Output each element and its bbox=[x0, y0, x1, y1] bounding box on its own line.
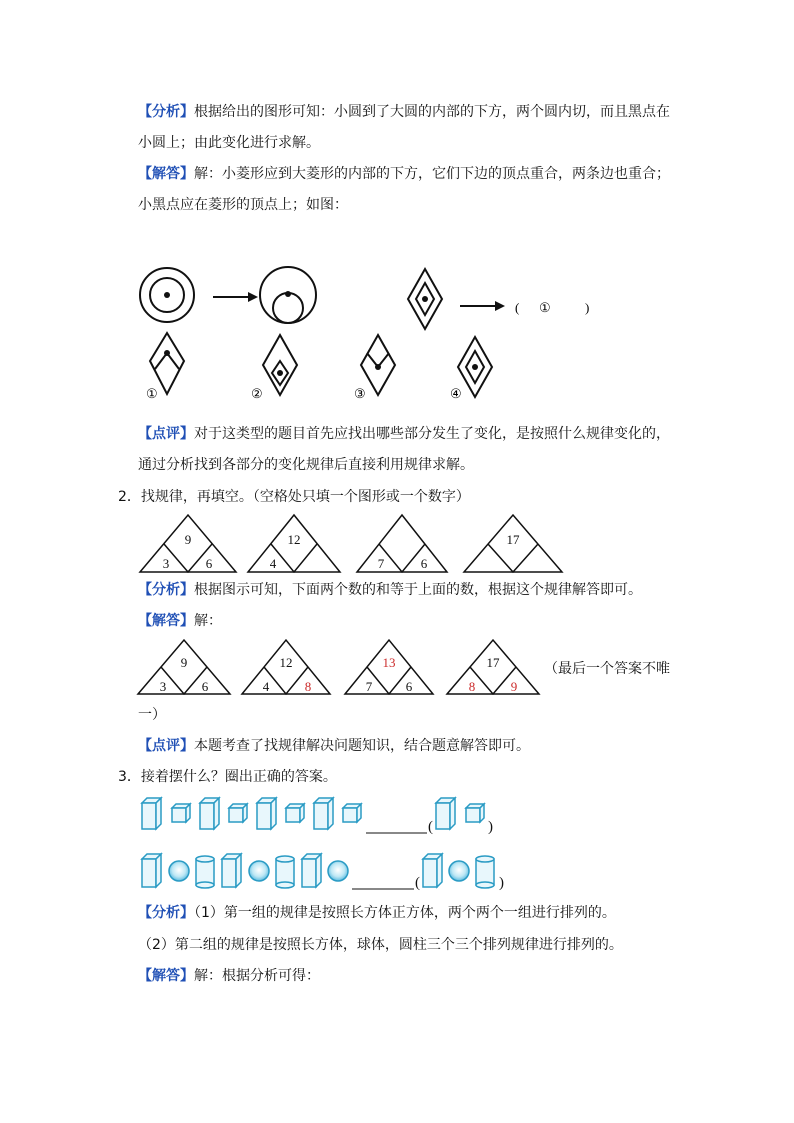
answer-tag: 【解答】 bbox=[138, 166, 194, 182]
triangle-3 bbox=[357, 515, 447, 572]
triangle-left-number: 4 bbox=[269, 556, 277, 571]
analysis-tag: 【分析】 bbox=[138, 582, 194, 598]
triangle-right-number: 6 bbox=[420, 556, 428, 571]
dot bbox=[285, 291, 291, 297]
comment-tag: 【点评】 bbox=[138, 426, 194, 442]
cuboid-icon bbox=[423, 854, 442, 887]
analysis-3-line-2: （2）第二组的规律是按照长方体，球体，圆柱三个三个排列规律进行排列的。 bbox=[138, 937, 623, 953]
comment-1-line-2: 通过分析找到各部分的变化规律后直接利用规律求解。 bbox=[138, 457, 474, 473]
triangle-answer-number: 13 bbox=[382, 655, 396, 670]
answer-2-triangles bbox=[136, 637, 541, 697]
analysis-3-line-1: 【分析】（1）第一组的规律是按照长方体正方体，两个两个一组进行排列的。 bbox=[138, 905, 616, 921]
option-open-paren: ( bbox=[428, 819, 433, 835]
cuboid-icon bbox=[436, 798, 455, 829]
triangle-right-number: 6 bbox=[405, 679, 413, 694]
blank-open-paren: ( bbox=[515, 300, 520, 315]
cube-icon bbox=[229, 804, 247, 822]
ball-icon bbox=[449, 861, 469, 881]
comment-tag: 【点评】 bbox=[138, 738, 194, 754]
answer-1-line-1: 【解答】解：小菱形应到大菱形的内部的下方，它们下边的顶点重合，两条边也重合； bbox=[138, 166, 670, 182]
cuboid-icon bbox=[142, 854, 161, 887]
triangle-top-number: 17 bbox=[506, 532, 520, 547]
dot bbox=[164, 350, 170, 356]
triangle-top-number: 9 bbox=[184, 532, 192, 547]
cube-icon bbox=[466, 804, 484, 822]
triangle-left-number: 3 bbox=[159, 679, 167, 694]
option-close-paren: ) bbox=[488, 819, 493, 835]
triangle-top-number: 12 bbox=[279, 655, 293, 670]
arrow-head-icon bbox=[248, 292, 258, 302]
comment-1-line-1: 【点评】对于这类型的题目首先应找出哪些部分发生了变化，是按照什么规律变化的， bbox=[138, 426, 670, 442]
answer-3-line-1: 【解答】解：根据分析可得： bbox=[138, 968, 320, 984]
analysis-tag: 【分析】 bbox=[138, 905, 194, 921]
cube-icon bbox=[286, 804, 304, 822]
ball-icon bbox=[328, 861, 348, 881]
answer-tag: 【解答】 bbox=[138, 613, 194, 629]
cube-icon bbox=[172, 804, 190, 822]
dot bbox=[164, 292, 170, 298]
answer-tag: 【解答】 bbox=[138, 968, 194, 984]
question-3-title: 3．接着摆什么？圈出正确的答案。 bbox=[118, 769, 337, 785]
question-2-title: 2．找规律，再填空。（空格处只填一个图形或一个数字） bbox=[118, 489, 470, 505]
cuboid-icon bbox=[142, 798, 161, 829]
answer-1-line-2: 小黑点应在菱形的顶点上；如图： bbox=[138, 197, 348, 213]
cuboid-icon bbox=[222, 854, 241, 887]
triangle-top-number: 9 bbox=[180, 655, 188, 670]
option-label-3: ③ bbox=[354, 386, 366, 401]
circle-diamond-figure bbox=[130, 255, 600, 410]
question-2-triangles bbox=[138, 512, 568, 574]
cylinder-icon bbox=[196, 856, 214, 888]
triangle-left-number: 4 bbox=[262, 679, 270, 694]
option-label-1: ① bbox=[146, 386, 158, 401]
dot bbox=[422, 296, 428, 302]
dot bbox=[277, 370, 283, 376]
cuboid-icon bbox=[257, 798, 276, 829]
blank-mark: ① bbox=[539, 300, 551, 315]
dot bbox=[375, 364, 381, 370]
option-open-paren: ( bbox=[415, 875, 420, 891]
cuboid-icon bbox=[302, 854, 321, 887]
option-1-big-diamond bbox=[150, 333, 184, 394]
cylinder-icon bbox=[276, 856, 294, 888]
blank-close-paren: ) bbox=[585, 300, 590, 315]
analysis-2-line-1: 【分析】根据图示可知，下面两个数的和等于上面的数，根据这个规律解答即可。 bbox=[138, 582, 642, 598]
triangle-answer-number: 8 bbox=[304, 679, 312, 694]
cylinder-icon bbox=[476, 856, 494, 888]
solid-shapes-figure bbox=[138, 793, 508, 893]
cuboid-icon bbox=[314, 798, 333, 829]
analysis-1-line-2: 小圆上；由此变化进行求解。 bbox=[138, 135, 320, 151]
triangle-top-number: 17 bbox=[486, 655, 500, 670]
answer-2-line-1: 【解答】解： bbox=[138, 613, 222, 629]
triangle-answer-number: 9 bbox=[510, 679, 518, 694]
arrow-head-icon bbox=[495, 301, 505, 311]
ball-icon bbox=[169, 861, 189, 881]
triangle-left-number: 7 bbox=[365, 679, 373, 694]
analysis-1-line-1: 【分析】根据给出的图形可知：小圆到了大圆的内部的下方，两个圆内切，而且黑点在 bbox=[138, 104, 670, 120]
triangle-right-number: 6 bbox=[205, 556, 213, 571]
triangle-left-number: 7 bbox=[377, 556, 385, 571]
answer-2-note-a: （最后一个答案不唯 bbox=[544, 661, 670, 677]
cuboid-icon bbox=[200, 798, 219, 829]
ball-icon bbox=[249, 861, 269, 881]
triangle-left-number: 3 bbox=[162, 556, 170, 571]
comment-2-line-1: 【点评】本题考查了找规律解决问题知识，结合题意解答即可。 bbox=[138, 738, 530, 754]
option-close-paren: ) bbox=[499, 875, 504, 891]
triangle-top-number: 12 bbox=[287, 532, 301, 547]
option-label-2: ② bbox=[251, 386, 263, 401]
result-small-circle bbox=[273, 293, 303, 323]
answer-2-note-b: 一） bbox=[138, 707, 166, 723]
analysis-tag: 【分析】 bbox=[138, 104, 194, 120]
option-label-4: ④ bbox=[450, 386, 462, 401]
triangle-answer-number: 8 bbox=[468, 679, 476, 694]
dot bbox=[472, 364, 478, 370]
triangle-right-number: 6 bbox=[201, 679, 209, 694]
cube-icon bbox=[343, 804, 361, 822]
